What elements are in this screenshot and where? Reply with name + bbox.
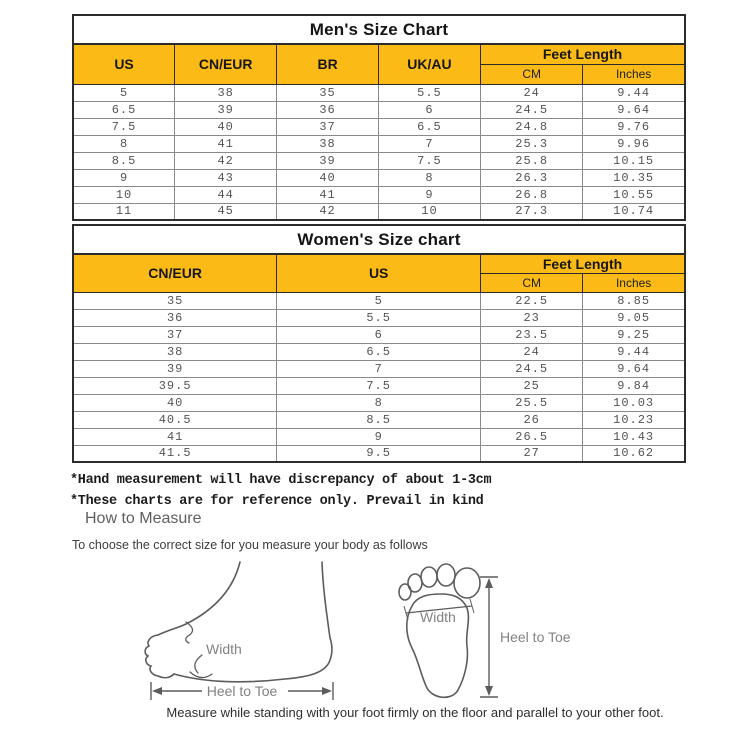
- size-cell: 9.64: [583, 101, 685, 118]
- size-cell: 10.62: [583, 445, 685, 462]
- size-cell: 26: [481, 411, 583, 428]
- size-cell: 45: [175, 203, 277, 220]
- size-cell: 44: [175, 186, 277, 203]
- table-row: [73, 309, 685, 326]
- table-row: [73, 135, 685, 152]
- size-cell: 39.5: [73, 377, 277, 394]
- table-row: [73, 343, 685, 360]
- table-row: [73, 186, 685, 203]
- size-cell: 37: [277, 118, 379, 135]
- size-cell: 24.5: [481, 101, 583, 118]
- foot-side-view-diagram: [140, 560, 400, 705]
- top-view-heel-to-toe-label: Heel to Toe: [500, 629, 571, 645]
- size-cell: 8.5: [73, 152, 175, 169]
- size-cell: 5: [277, 292, 481, 309]
- foot-side-outline: [145, 562, 332, 682]
- size-cell: 35: [73, 292, 277, 309]
- size-cell: 7: [378, 135, 480, 152]
- foot-top-view-diagram: [392, 556, 627, 706]
- size-cell: 38: [73, 343, 277, 360]
- size-cell: 10.35: [583, 169, 685, 186]
- size-cell: 39: [277, 152, 379, 169]
- size-cell: 24.5: [481, 360, 583, 377]
- size-cell: 24: [481, 343, 583, 360]
- size-cell: 40: [277, 169, 379, 186]
- size-cell: 10.43: [583, 428, 685, 445]
- size-cell: 9.44: [583, 343, 685, 360]
- size-cell: 9.44: [583, 84, 685, 101]
- table-row: [73, 101, 685, 118]
- size-cell: 26.8: [481, 186, 583, 203]
- measurement-notes: [70, 470, 491, 512]
- table-row: [73, 152, 685, 169]
- column-header-cm: CM: [481, 64, 583, 84]
- column-header-cneur: CN/EUR: [73, 254, 277, 292]
- size-cell: 5.5: [277, 309, 481, 326]
- womens-size-table: [72, 224, 686, 463]
- size-cell: 41: [73, 428, 277, 445]
- how-to-measure-heading: How to Measure: [85, 510, 202, 527]
- table-row: [73, 118, 685, 135]
- size-cell: 43: [175, 169, 277, 186]
- size-cell: 39: [73, 360, 277, 377]
- size-cell: 6.5: [73, 101, 175, 118]
- size-cell: 25.5: [481, 394, 583, 411]
- size-cell: 7.5: [73, 118, 175, 135]
- size-cell: 38: [277, 135, 379, 152]
- table-row: [73, 394, 685, 411]
- note-line-1: *Hand measurement will have discrepancy of about 1-3cm: [70, 473, 492, 488]
- size-cell: 7.5: [277, 377, 481, 394]
- size-cell: 26.3: [481, 169, 583, 186]
- heel-to-toe-dimension-line: [480, 577, 498, 697]
- size-cell: 23: [481, 309, 583, 326]
- table-row: [73, 377, 685, 394]
- measurement-caption: Measure while standing with your foot firmly on the floor and parallel to your other foot.: [166, 705, 664, 720]
- how-to-measure-subtitle: To choose the correct size for you measure your body as follows: [72, 538, 428, 552]
- size-cell: 41: [175, 135, 277, 152]
- size-cell: 26.5: [481, 428, 583, 445]
- size-cell: 8: [277, 394, 481, 411]
- size-cell: 9.84: [583, 377, 685, 394]
- size-cell: 9.76: [583, 118, 685, 135]
- size-cell: 8: [378, 169, 480, 186]
- table-row: [73, 84, 685, 101]
- womens-chart-title: Women's Size chart: [73, 225, 685, 254]
- size-cell: 10: [378, 203, 480, 220]
- size-cell: 25.8: [481, 152, 583, 169]
- size-cell: 6.5: [277, 343, 481, 360]
- size-cell: 24.8: [481, 118, 583, 135]
- size-cell: 25: [481, 377, 583, 394]
- size-cell: 9.5: [277, 445, 481, 462]
- size-cell: 37: [73, 326, 277, 343]
- size-cell: 24: [481, 84, 583, 101]
- table-row: [73, 360, 685, 377]
- size-cell: 9: [73, 169, 175, 186]
- size-cell: 10.15: [583, 152, 685, 169]
- size-cell: 41.5: [73, 445, 277, 462]
- size-cell: 9: [378, 186, 480, 203]
- size-cell: 42: [277, 203, 379, 220]
- size-cell: 41: [277, 186, 379, 203]
- column-header-cneur: CN/EUR: [175, 44, 277, 84]
- size-cell: 10.55: [583, 186, 685, 203]
- side-view-width-label: Width: [206, 641, 242, 657]
- size-cell: 8.85: [583, 292, 685, 309]
- size-cell: 6: [277, 326, 481, 343]
- side-view-heel-to-toe-label: Heel to Toe: [206, 683, 278, 699]
- size-cell: 36: [73, 309, 277, 326]
- table-row: [73, 445, 685, 462]
- top-view-width-label: Width: [420, 609, 456, 625]
- size-cell: 40: [73, 394, 277, 411]
- mens-size-table: [72, 14, 686, 221]
- size-cell: 8: [73, 135, 175, 152]
- size-cell: 42: [175, 152, 277, 169]
- column-header-feet-length: Feet Length: [481, 44, 685, 64]
- size-cell: 9.96: [583, 135, 685, 152]
- size-cell: 25.3: [481, 135, 583, 152]
- size-cell: 40: [175, 118, 277, 135]
- table-row: [73, 169, 685, 186]
- footprint-outline: [399, 564, 480, 697]
- size-cell: 10.03: [583, 394, 685, 411]
- size-cell: 27: [481, 445, 583, 462]
- size-cell: 40.5: [73, 411, 277, 428]
- size-cell: 8.5: [277, 411, 481, 428]
- column-header-ukau: UK/AU: [378, 44, 480, 84]
- size-cell: 10.74: [583, 203, 685, 220]
- size-cell: 10: [73, 186, 175, 203]
- column-header-inches: Inches: [583, 64, 685, 84]
- column-header-cm: CM: [481, 273, 583, 292]
- size-cell: 22.5: [481, 292, 583, 309]
- size-cell: 23.5: [481, 326, 583, 343]
- size-cell: 5: [73, 84, 175, 101]
- table-row: [73, 292, 685, 309]
- note-line-2: *These charts are for reference only. Prevail in kind: [70, 494, 484, 509]
- size-cell: 7: [277, 360, 481, 377]
- mens-chart-title: Men's Size Chart: [73, 15, 685, 44]
- table-row: [73, 428, 685, 445]
- table-row: [73, 203, 685, 220]
- size-cell: 11: [73, 203, 175, 220]
- size-cell: 10.23: [583, 411, 685, 428]
- column-header-us: US: [277, 254, 481, 292]
- size-cell: 6: [378, 101, 480, 118]
- size-cell: 9.05: [583, 309, 685, 326]
- size-cell: 39: [175, 101, 277, 118]
- size-cell: 5.5: [378, 84, 480, 101]
- size-cell: 35: [277, 84, 379, 101]
- size-cell: 9: [277, 428, 481, 445]
- size-cell: 6.5: [378, 118, 480, 135]
- size-cell: 9.64: [583, 360, 685, 377]
- column-header-us: US: [73, 44, 175, 84]
- column-header-inches: Inches: [583, 273, 685, 292]
- size-cell: 7.5: [378, 152, 480, 169]
- table-row: [73, 411, 685, 428]
- size-cell: 27.3: [481, 203, 583, 220]
- size-cell: 36: [277, 101, 379, 118]
- column-header-feet-length: Feet Length: [481, 254, 685, 273]
- column-header-br: BR: [277, 44, 379, 84]
- size-cell: 38: [175, 84, 277, 101]
- size-cell: 9.25: [583, 326, 685, 343]
- table-row: [73, 326, 685, 343]
